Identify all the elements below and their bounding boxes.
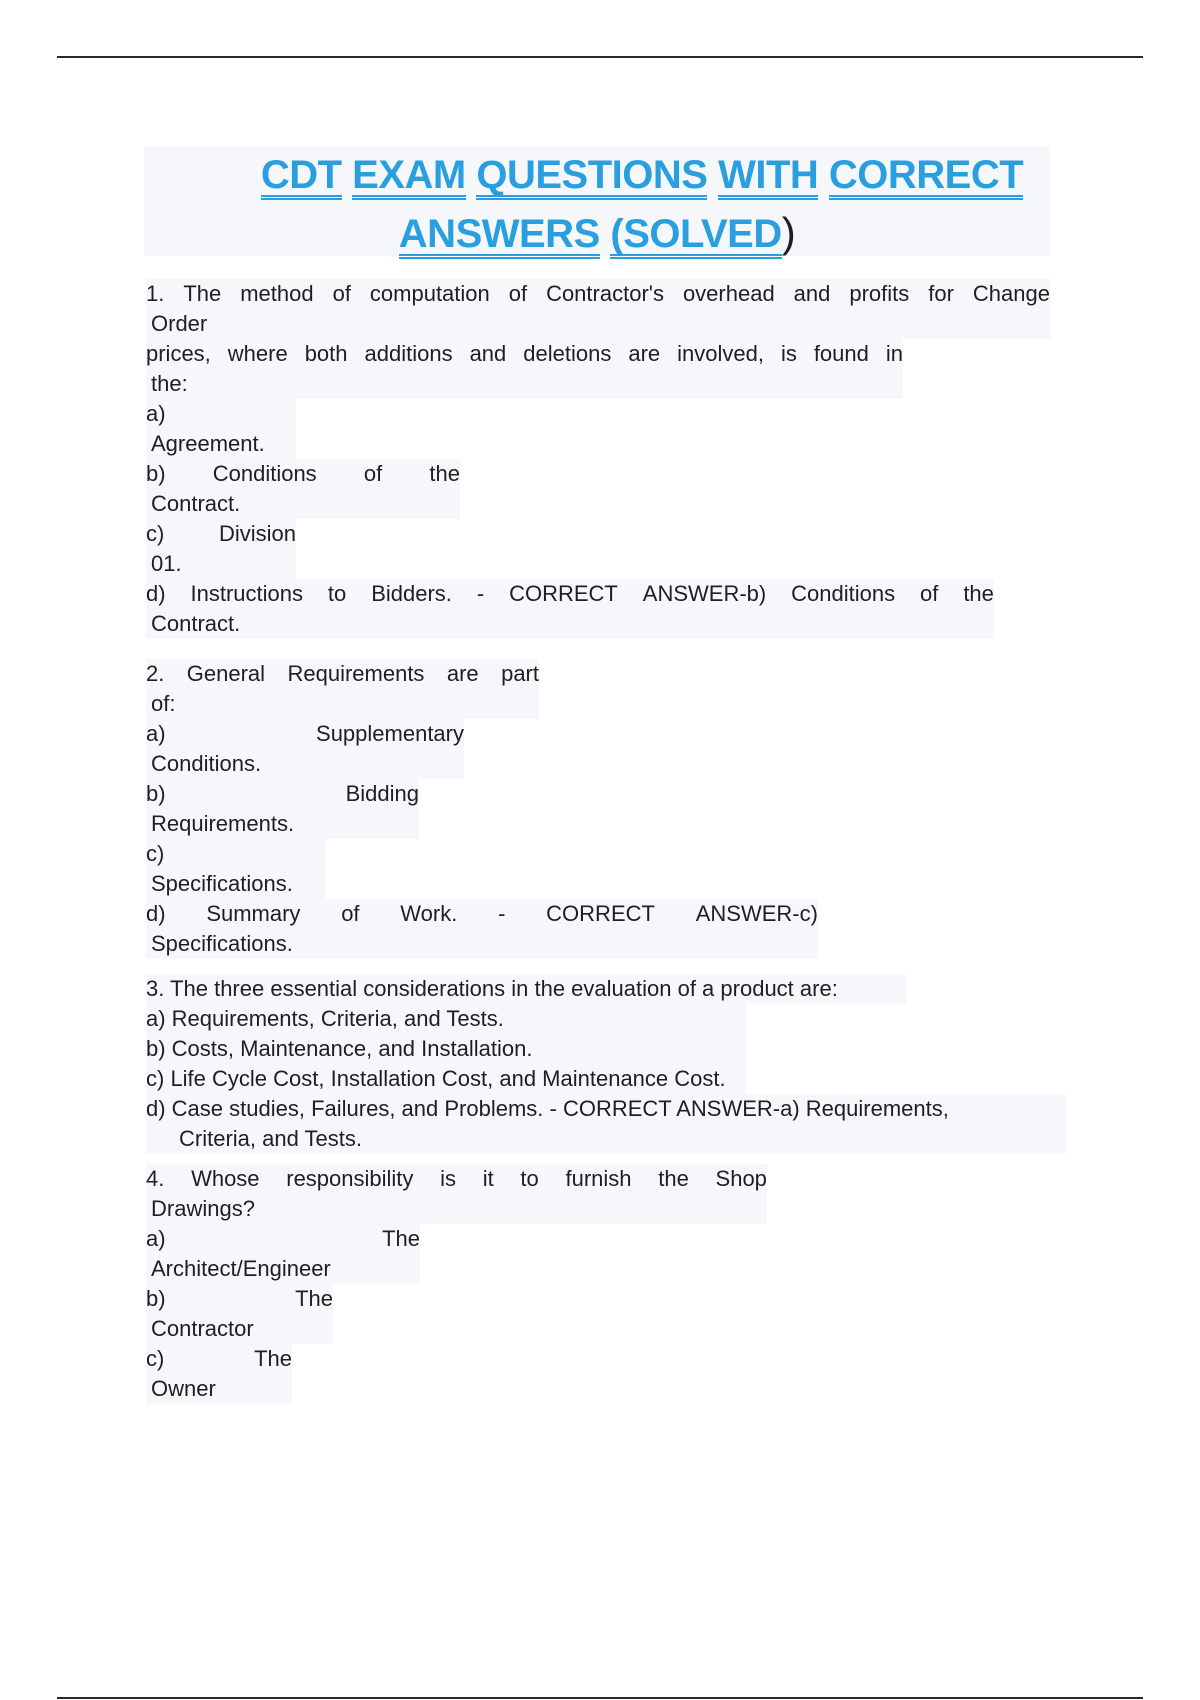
word: are bbox=[446, 661, 479, 686]
word: b) bbox=[146, 781, 166, 806]
word: is bbox=[780, 341, 797, 366]
question-2-stem bbox=[146, 659, 539, 719]
word: the bbox=[429, 461, 460, 486]
word: and bbox=[793, 281, 831, 306]
question-3-stem bbox=[146, 974, 906, 1004]
word: both bbox=[304, 341, 348, 366]
question-2-option-d bbox=[146, 899, 818, 959]
option-line bbox=[146, 779, 419, 809]
document-title bbox=[144, 146, 1050, 256]
title-word: CDT bbox=[261, 155, 342, 200]
word: responsibility bbox=[286, 1166, 414, 1191]
word: of bbox=[332, 281, 351, 306]
word: of bbox=[341, 901, 360, 926]
question-2-line-1 bbox=[146, 659, 539, 689]
word: deletions bbox=[523, 341, 612, 366]
title-line-2 bbox=[144, 204, 1050, 263]
option-text: Specifications. bbox=[151, 931, 293, 956]
option-line bbox=[146, 1284, 333, 1314]
question-4-option-c bbox=[146, 1344, 292, 1404]
word: c) bbox=[146, 1346, 165, 1371]
question-4-line-1 bbox=[146, 1164, 767, 1194]
word: found bbox=[813, 341, 869, 366]
title-word: ANSWERS bbox=[399, 214, 600, 259]
top-rule bbox=[57, 56, 1143, 58]
word: Instructions bbox=[190, 581, 303, 606]
question-2-option-a bbox=[146, 719, 464, 779]
word: overhead bbox=[682, 281, 775, 306]
word: 2. bbox=[146, 661, 165, 686]
word: - bbox=[498, 901, 506, 926]
option-text: Conditions. bbox=[151, 751, 262, 776]
option-b: b) Costs, Maintenance, and Installation. bbox=[146, 1036, 533, 1061]
word: Work. bbox=[400, 901, 458, 926]
word: General bbox=[186, 661, 266, 686]
word: Bidding bbox=[345, 781, 419, 806]
option-c: c) Life Cycle Cost, Installation Cost, and Maintenance Cost. bbox=[146, 1066, 726, 1091]
question-1-stem bbox=[146, 279, 1050, 339]
option-a: a) Requirements, Criteria, and Tests. bbox=[146, 1006, 504, 1031]
question-1-stem-cont bbox=[146, 339, 903, 399]
word: c) bbox=[146, 521, 165, 546]
word: Supplementary bbox=[316, 721, 464, 746]
question-4-line-2: Drawings? bbox=[151, 1196, 255, 1221]
question-3-line-1: 3. The three essential considerations in the evaluation of a product are: bbox=[146, 976, 838, 1001]
word: a) bbox=[146, 1226, 166, 1251]
word: method bbox=[240, 281, 314, 306]
word: 1. bbox=[146, 281, 165, 306]
word: CORRECT bbox=[546, 901, 655, 926]
option-line bbox=[146, 459, 460, 489]
word: profits bbox=[849, 281, 910, 306]
option-d-cont: Criteria, and Tests. bbox=[179, 1126, 363, 1151]
option-d: d) Case studies, Failures, and Problems. - CORRECT ANSWER-a) Requirements, bbox=[146, 1096, 949, 1121]
word: Change bbox=[972, 281, 1050, 306]
option-text: Contract. bbox=[151, 611, 241, 636]
option-line bbox=[146, 519, 296, 549]
word: Bidders. bbox=[371, 581, 452, 606]
question-1-option-c bbox=[146, 519, 296, 579]
word: for bbox=[928, 281, 954, 306]
title-word: QUESTIONS bbox=[476, 155, 707, 200]
word: Shop bbox=[715, 1166, 767, 1191]
question-2-line-2: of: bbox=[151, 691, 176, 716]
option-line bbox=[146, 1344, 292, 1374]
word: Contractor's bbox=[546, 281, 664, 306]
word: d) bbox=[146, 901, 166, 926]
word: of bbox=[508, 281, 528, 306]
word: ANSWER-c) bbox=[695, 901, 818, 926]
word: The bbox=[183, 281, 222, 306]
word: involved, bbox=[677, 341, 764, 366]
word: are bbox=[628, 341, 661, 366]
option-text: Architect/Engineer bbox=[151, 1256, 331, 1281]
word: part bbox=[501, 661, 539, 686]
title-word: (SOLVED bbox=[610, 214, 781, 259]
word: - bbox=[476, 581, 485, 606]
word: The bbox=[254, 1346, 292, 1371]
title-close-paren: ) bbox=[781, 209, 796, 256]
title-line-1 bbox=[144, 146, 1050, 204]
question-2 bbox=[146, 659, 1050, 959]
question-4 bbox=[146, 1164, 1050, 1404]
word: the bbox=[963, 581, 994, 606]
word: is bbox=[440, 1166, 457, 1191]
question-1-line-1 bbox=[146, 279, 1050, 309]
option-text: Contractor bbox=[151, 1316, 254, 1341]
title-word: EXAM bbox=[352, 155, 466, 200]
word: 4. bbox=[146, 1166, 165, 1191]
question-1-line-2: Order bbox=[151, 311, 208, 336]
question-4-option-a bbox=[146, 1224, 420, 1284]
word: CORRECT bbox=[509, 581, 618, 606]
option-text: Specifications. bbox=[151, 871, 293, 896]
word: in bbox=[885, 341, 903, 366]
word: a) bbox=[146, 721, 166, 746]
question-3-option-d bbox=[146, 1094, 1066, 1154]
question-4-stem bbox=[146, 1164, 767, 1224]
word: Whose bbox=[191, 1166, 260, 1191]
word: Division bbox=[218, 521, 296, 546]
question-1 bbox=[146, 279, 1050, 639]
option-label: c) bbox=[146, 841, 165, 866]
title-word: WITH bbox=[718, 155, 818, 200]
word: additions bbox=[364, 341, 453, 366]
word: ANSWER-b) bbox=[642, 581, 767, 606]
question-4-option-b bbox=[146, 1284, 333, 1344]
question-1-option-d bbox=[146, 579, 994, 639]
word: furnish bbox=[565, 1166, 632, 1191]
question-1-line-3 bbox=[146, 339, 903, 369]
word: Requirements bbox=[287, 661, 425, 686]
option-line bbox=[146, 899, 818, 929]
option-line bbox=[146, 1224, 420, 1254]
option-label: a) bbox=[146, 401, 166, 426]
question-3-options bbox=[146, 1004, 746, 1094]
question-1-line-4: the: bbox=[151, 371, 188, 396]
word: Conditions bbox=[791, 581, 896, 606]
option-text: 01. bbox=[151, 551, 182, 576]
word: to bbox=[327, 581, 347, 606]
word: it bbox=[482, 1166, 494, 1191]
word: b) bbox=[146, 461, 166, 486]
word: of bbox=[920, 581, 939, 606]
word: computation bbox=[369, 281, 490, 306]
word: where bbox=[227, 341, 288, 366]
word: The bbox=[295, 1286, 333, 1311]
question-1-option-a bbox=[146, 399, 296, 459]
option-line bbox=[146, 579, 994, 609]
word: of bbox=[363, 461, 383, 486]
question-1-option-b bbox=[146, 459, 460, 519]
question-2-option-b bbox=[146, 779, 419, 839]
word: Summary bbox=[206, 901, 301, 926]
word: to bbox=[520, 1166, 539, 1191]
option-text: Requirements. bbox=[151, 811, 295, 836]
word: d) bbox=[146, 581, 166, 606]
word: prices, bbox=[146, 341, 211, 366]
bottom-rule bbox=[57, 1697, 1143, 1699]
option-text: Agreement. bbox=[151, 431, 265, 456]
option-line bbox=[146, 719, 464, 749]
word: b) bbox=[146, 1286, 166, 1311]
word: The bbox=[382, 1226, 420, 1251]
title-word: CORRECT bbox=[829, 155, 1023, 200]
option-text: Contract. bbox=[151, 491, 241, 516]
word: and bbox=[469, 341, 507, 366]
question-2-option-c bbox=[146, 839, 326, 899]
question-3 bbox=[146, 974, 1066, 1154]
word: Conditions bbox=[212, 461, 317, 486]
word: the bbox=[658, 1166, 689, 1191]
option-text: Owner bbox=[151, 1376, 216, 1401]
